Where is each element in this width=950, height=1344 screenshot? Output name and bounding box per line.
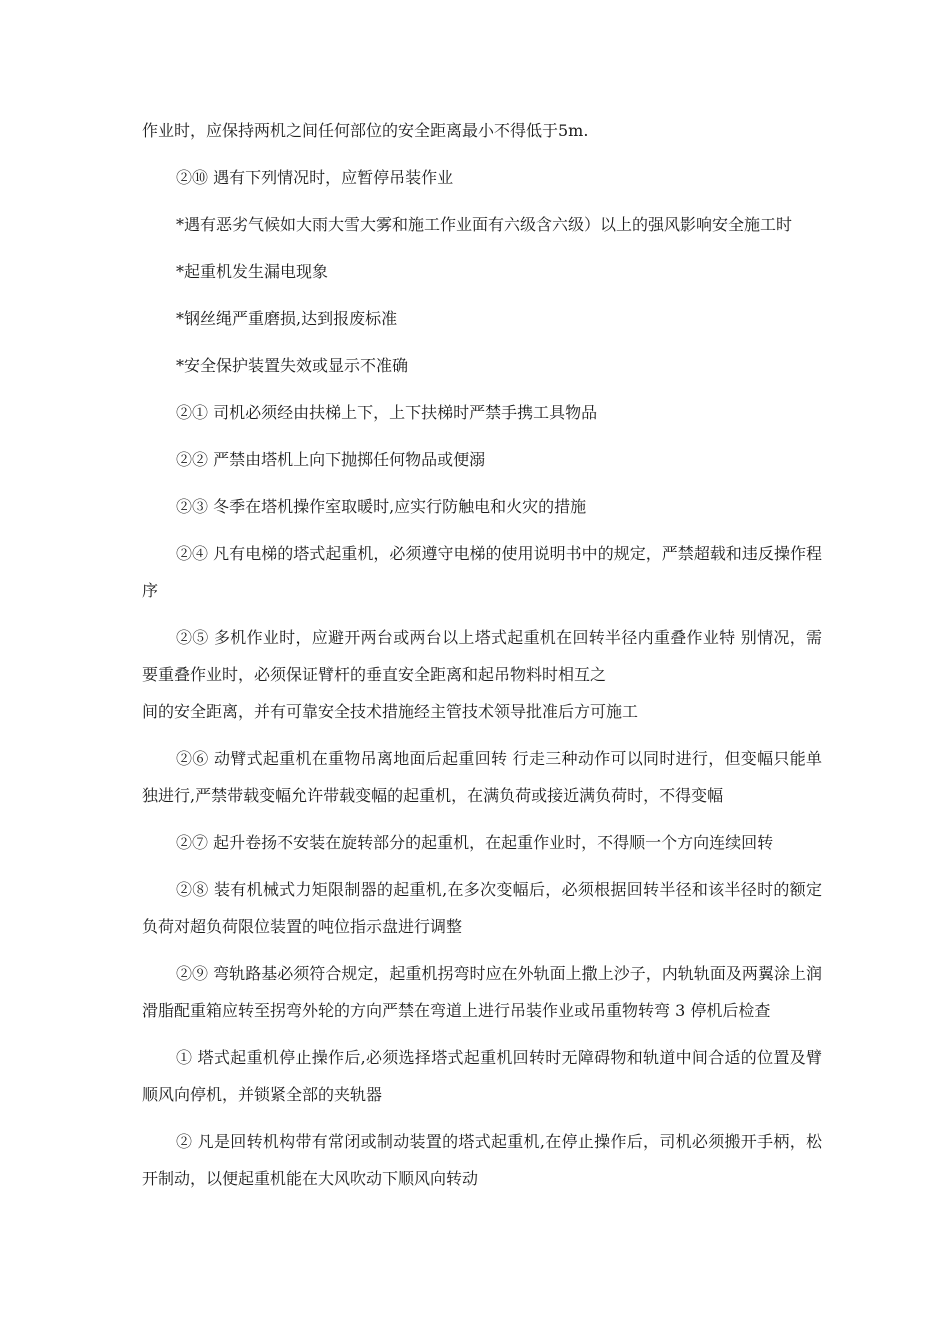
paragraph-13: ②⑥ 动臂式起重机在重物吊离地面后起重回转 行走三种动作可以同时进行，但变幅只能单独进行,严禁带载变幅允许带载变幅的起重机，在满负荷或接近满负荷时，不得变幅 [142, 749, 822, 805]
paragraph-5: *钢丝绳严重磨损,达到报废标准 [176, 309, 398, 328]
paragraph-1: 作业时，应保持两机之间任何部位的安全距离最小不得低于5m. [142, 121, 589, 140]
paragraph-4: *起重机发生漏电现象 [176, 262, 329, 281]
paragraph-8: ②② 严禁由塔机上向下抛掷任何物品或便溺 [176, 450, 486, 469]
paragraph-2: ②⑩ 遇有下列情况时，应暂停吊装作业 [176, 168, 454, 187]
paragraph-18: ② 凡是回转机构带有常闭或制动装置的塔式起重机,在停止操作后，司机必须搬开手柄，松开制动，以便起重机能在大风吹动下顺风向转动 [142, 1132, 822, 1188]
paragraph-6: *安全保护装置失效或显示不准确 [176, 356, 409, 375]
paragraph-15: ②⑧ 装有机械式力矩限制器的起重机,在多次变幅后，必须根据回转半径和该半径时的额定负荷对超负荷限位装置的吨位指示盘进行调整 [142, 880, 822, 936]
paragraph-7: ②① 司机必须经由扶梯上下，上下扶梯时严禁手携工具物品 [176, 403, 598, 422]
paragraph-11: ②⑤ 多机作业时，应避开两台或两台以上塔式起重机在回转半径内重叠作业特 别情况，需要重叠作业时，必须保证臂杆的垂直安全距离和起吊物料时相互之 [142, 628, 822, 684]
paragraph-10: ②④ 凡有电梯的塔式起重机，必须遵守电梯的使用说明书中的规定，严禁超载和违反操作程序 [142, 544, 822, 600]
paragraph-3: *遇有恶劣气候如大雨大雪大雾和施工作业面有六级含六级）以上的强风影响安全施工时 [176, 215, 793, 234]
paragraph-9: ②③ 冬季在塔机操作室取暖时,应实行防触电和火灾的措施 [176, 497, 587, 516]
paragraph-12: 间的安全距离，并有可靠安全技术措施经主管技术领导批准后方可施工 [142, 702, 639, 721]
paragraph-17: ① 塔式起重机停止操作后,必须选择塔式起重机回转时无障碍物和轨道中间合适的位置及臂顺风向停机，并锁紧全部的夹轨器 [142, 1048, 822, 1104]
paragraph-14: ②⑦ 起升卷扬不安装在旋转部分的起重机，在起重作业时，不得顺一个方向连续回转 [176, 833, 774, 852]
document-body [142, 112, 822, 1207]
paragraph-16: ②⑨ 弯轨路基必须符合规定，起重机拐弯时应在外轨面上撒上沙子，内轨轨面及两翼涂上润滑脂配重箱应转至拐弯外轮的方向严禁在弯道上进行吊装作业或吊重物转弯 3 停机后检查 [142, 964, 822, 1020]
